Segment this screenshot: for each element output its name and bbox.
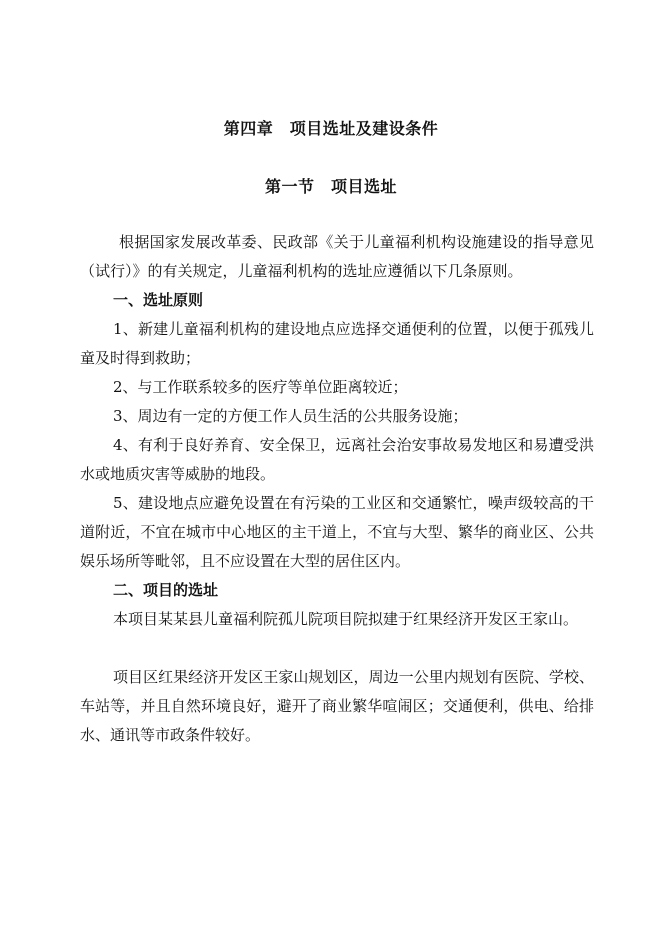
intro-paragraph: 根据国家发展改革委、民政部《关于儿童福利机构设施建设的指导意见（试行）》的有关规定，儿童福利机构的选址应遵循以下几条原则。 xyxy=(80,233,594,280)
paragraph-spacer xyxy=(80,634,594,663)
principle-item-4: 4、有利于良好养育、安全保卫，远离社会治安事故易发地区和易遭受洪水或地质灾害等威胁的地段。 xyxy=(80,436,594,483)
principle-item-1: 1、新建儿童福利机构的建设地点应选择交通便利的位置，以便于孤残儿童及时得到救助； xyxy=(80,320,594,367)
principle-item-2: 2、与工作联系较多的医疗等单位距离较近； xyxy=(113,378,408,396)
site-paragraph-2: 项目区红果经济开发区王家山规划区，周边一公里内规划有医院、学校、车站等，并且自然环境良好，避开了商业繁华喧闹区；交通便利，供电、给排水、通讯等市政条件较好。 xyxy=(80,668,594,744)
site-heading: 二、项目的选址 xyxy=(113,581,219,599)
site-paragraph-1: 本项目某某县儿童福利院孤儿院项目院拟建于红果经济开发区王家山。 xyxy=(113,610,579,628)
principle-item-3: 3、周边有一定的方便工作人员生活的公共服务设施； xyxy=(113,407,468,425)
document-body xyxy=(80,228,594,750)
principles-heading: 一、选址原则 xyxy=(113,291,204,309)
principle-item-5: 5、建设地点应避免设置在有污染的工业区和交通繁忙，噪声级较高的干道附近，不宜在城市中心地区的主干道上，不宜与大型、繁华的商业区、公共娱乐场所等毗邻，且不应设置在大型的居住区内。 xyxy=(80,494,594,570)
chapter-title: 第四章 项目选址及建设条件 xyxy=(223,119,439,138)
section-title: 第一节 项目选址 xyxy=(264,177,397,196)
